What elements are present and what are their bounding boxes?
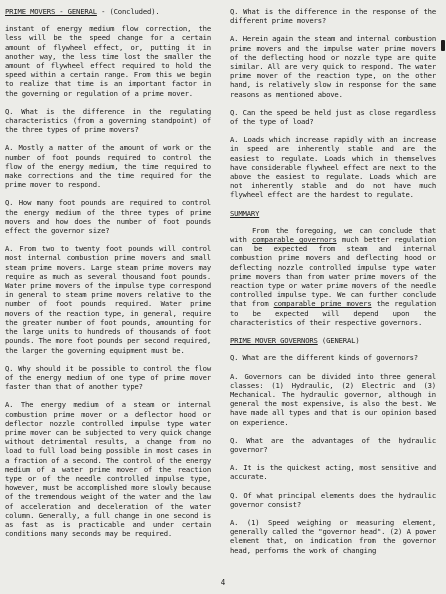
section-heading [5, 7, 211, 16]
question-5: Q. Can the speed be held just as close regardless of the type of load? [230, 107, 436, 127]
summary-text-1: From the foregoing, we can conclude that with [230, 225, 436, 245]
answer-7: A. It is the quickest acting, most sensitive and accurate. [230, 463, 436, 482]
question-8: Q. Of what principal elements does the hydraulic governor consist? [230, 490, 436, 509]
answer-5: A. Loads which increase rapidly with an increase in speed are inherently stable and are the easiest to regulate. Loads which in themselves have considerable flywheel effect are next to the above the easiest to regulate. Loads which are not inherently stable and do not have much flywheel effect are the hardest to regulate. [230, 135, 436, 200]
section2-heading-main: PRIME MOVER GOVERNORS [230, 336, 318, 346]
section2-heading [230, 336, 436, 345]
binding-hole-mark [441, 40, 445, 51]
summary-underline-2: comparable prime movers [273, 299, 372, 309]
question-3: Q. Why should it be possible to control the flow of the energy medium of one type of prime mover faster than that of another type? [5, 363, 211, 392]
summary-text-2: much better regulation can be expected from steam and internal combustion prime movers and deflecting hood or deflecting nozzle controlled impulse type water prime movers than from water prime movers of the reaction type or water prime movers of the needle controlled impulse type. We can further conclude that from [230, 235, 437, 309]
question-4: Q. What is the difference in the response of the different prime movers? [230, 7, 436, 26]
left-column [5, 7, 211, 547]
answer-8: A. (1) Speed weighing or measuring element, generally called the "governor head". (2) A power element that, on indication from the governor head, performs the work of changing [230, 517, 436, 555]
answer-6: A. Governors can be divided into three general classes: (1) Hydraulic, (2) Electric and (3) Mechanical. The hydraulic governor, although in general the most expensive, is also the best. We have made all types and that is our opinion based on experience. [230, 371, 436, 427]
heading-main: PRIME MOVERS - GENERAL [5, 7, 97, 16]
answer-1: A. Mostly a matter of the amount of work or the number of foot pounds required to control the flow of the energy medium, the time required to make corrections and the time required for the prime mover to respond. [5, 143, 211, 190]
summary-heading [230, 209, 436, 218]
summary-underline-1: comparable governors [251, 235, 337, 245]
answer-2: A. From two to twenty foot pounds will control most internal combustion prime movers and small steam prime movers. Large steam prime movers may require as much as several thousand foot pounds. Water prime movers of the impulse type correspond in general to steam prime movers relative to the number of foot pounds required. Water prime movers of the reaction type, in general, require the greater number of foot pounds, amounting for the large units to hundreds of thousands of foot pounds. The more foot pounds per second required, the larger the governing equipment must be. [5, 244, 211, 355]
right-column [230, 7, 436, 564]
section2-heading-suffix: (GENERAL) [317, 336, 360, 346]
question-7: Q. What are the advantages of the hydraulic governor? [230, 435, 436, 454]
question-2: Q. How many foot pounds are required to control the energy medium of the three types of prime movers and how does the number of foot pounds effect the governor size? [5, 198, 211, 236]
question-6: Q. What are the different kinds of governors? [230, 353, 418, 363]
intro-paragraph: instant of energy medium flow correction, the less will be the speed change for a certain amount of flywheel effect, or, putting it in another way, the less time lost the smaller the amount of flywheel effect required to hold the speed within a certain range. From this we begin to realize that time is an important factor in the governing or regulation of a prime mover. [5, 24, 211, 98]
heading-suffix: - (Concluded). [96, 7, 160, 16]
answer-4: A. Herein again the steam and internal combustion prime movers and the impulse water prime movers of the deflecting hood or nozzle type are quite similar. All are very quick to respond. The water prime mover of the reaction type, on the other hand, is relatively slow in response for the same reasons as mentioned above. [230, 34, 436, 99]
question-1: Q. What is the difference in the regulating characteristics (from a governing standpoint) of the three types of prime movers? [5, 106, 211, 135]
answer-3: A. The energy medium of a steam or internal combustion prime mover or a deflector hood or deflector nozzle controlled impulse type water prime mover can be subjected to very quick change without detrimental results, a change from no load to full load being possible in most cases in a fraction of a second. The control of the energy medium of a water prime mover of the reaction type or of the needle controlled impulse type, however, must be accomplished more slowly because of the tremendous weight of the water and the law of acceleration and deceleration of the water column. Generally, a full change in one second is as fast as is practicable and under certain conditions many seconds may be required. [5, 400, 211, 539]
page-number: 4 [220, 578, 226, 587]
summary-heading-text: SUMMARY [230, 208, 260, 218]
summary-text-3: the regulation to be expected will depend upon the characteristics of their respective governors. [230, 299, 436, 327]
summary-paragraph [230, 226, 436, 327]
